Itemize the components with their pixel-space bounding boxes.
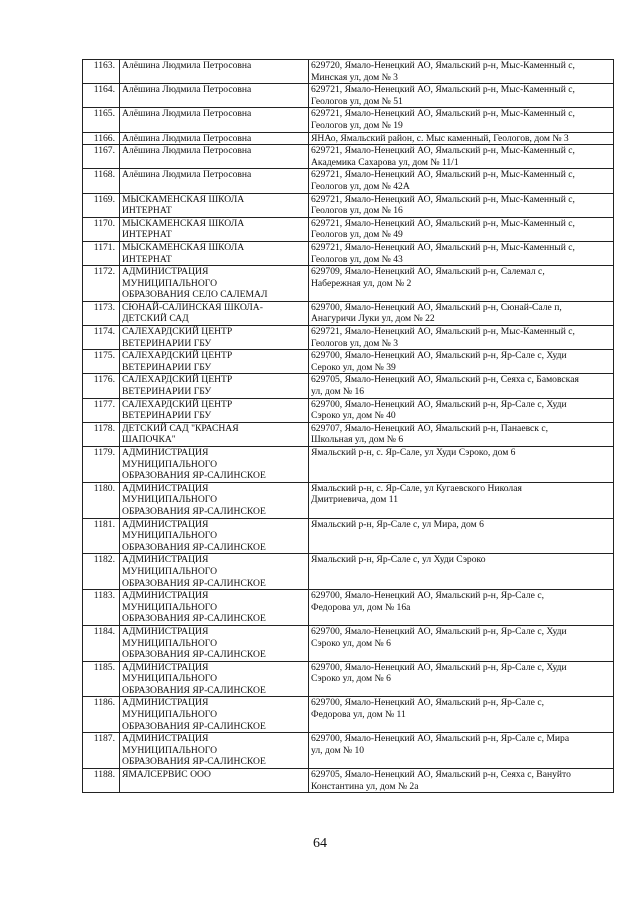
organization-name-line: САЛЕХАРДСКИЙ ЦЕНТР [122,398,233,410]
row-number: 1165. [83,108,120,132]
address-line: Минская ул, дом № 3 [311,71,398,83]
organization-name-line: Алёшина Людмила Петросовна [122,169,252,181]
address [309,60,614,84]
row-number: 1186. [83,697,120,733]
row-number: 1163. [83,60,120,84]
address-line: 629721, Ямало-Ненецкий АО, Ямальский р-н, Мыс-Каменный с, [311,217,575,229]
organization-name [120,266,309,302]
row-number: 1170. [83,217,120,241]
organization-name [120,193,309,217]
address [309,554,614,590]
organization-name-line: МУНИЦИПАЛЬНОГО [122,637,218,649]
row-number: 1174. [83,326,120,350]
table-row [83,697,614,733]
organization-name [120,590,309,626]
address-line: 629700, Ямало-Ненецкий АО, Ямальский р-н, Яр-Сале с, Худи [311,398,567,410]
row-number: 1164. [83,84,120,108]
organization-name-line: АДМИНИСТРАЦИЯ [122,482,209,494]
address-line: 629700, Ямало-Ненецкий АО, Ямальский р-н, Яр-Сале с, [311,590,544,602]
table-row [83,398,614,422]
table-row [83,769,614,793]
row-number: 1185. [83,661,120,697]
organization-name [120,518,309,554]
organization-name [120,422,309,446]
row-number: 1168. [83,169,120,193]
address-line: Федорова ул, дом № 16а [311,601,411,613]
organization-name [120,482,309,518]
row-number: 1171. [83,241,120,265]
table-row [83,169,614,193]
address [309,447,614,483]
organization-name-line: МЫСКАМЕНСКАЯ ШКОЛА [122,193,245,205]
row-number: 1178. [83,422,120,446]
organization-name-line: ИНТЕРНАТ [122,253,172,265]
organization-name-line: МУНИЦИПАЛЬНОГО [122,458,218,470]
table-row [83,518,614,554]
row-number: 1169. [83,193,120,217]
address [309,301,614,325]
address-line: Геологов ул, дом № 49 [311,229,403,241]
organization-name [120,301,309,325]
address-line: Ямальский р-н, с. Яр-Сале, ул Худи Сэроко, дом 6 [311,447,516,458]
address-line: Геологов ул, дом № 51 [311,95,403,107]
table-row [83,733,614,769]
table-row [83,447,614,483]
organization-name [120,398,309,422]
organization-name-line: Алёшина Людмила Петросовна [122,108,252,120]
row-number: 1179. [83,447,120,483]
address-line: 629721, Ямало-Ненецкий АО, Ямальский р-н, Мыс-Каменный с, [311,193,575,205]
row-number: 1175. [83,350,120,374]
organization-name-line: МЫСКАМЕНСКАЯ ШКОЛА [122,217,245,229]
organization-name [120,326,309,350]
address-line: 629721, Ямало-Ненецкий АО, Ямальский р-н, Мыс-Каменный с, [311,145,575,157]
address-line: Геологов ул, дом № 3 [311,337,399,349]
organization-name [120,132,309,145]
row-number: 1182. [83,554,120,590]
address-line: Ямальский р-н, Яр-Сале с, ул Мира, дом 6 [311,518,484,530]
table-row [83,301,614,325]
organization-name-line: Алёшина Людмила Петросовна [122,84,252,96]
address-line: Геологов ул, дом № 42А [311,180,410,192]
organization-name-line: ИНТЕРНАТ [122,205,172,217]
table-row [83,482,614,518]
address [309,145,614,169]
address [309,193,614,217]
address-line: Константина ул, дом № 2а [311,780,419,792]
organization-name [120,145,309,169]
address-line: 629721, Ямало-Ненецкий АО, Ямальский р-н, Мыс-Каменный с, [311,108,575,120]
organization-name-line: Алёшина Людмила Петросовна [122,60,252,71]
address-line: Набережная ул, дом № 2 [311,277,412,289]
organization-name-line: ОБРАЗОВАНИЯ ЯР-САЛИНСКОЕ [122,756,266,768]
organization-name-line: ОБРАЗОВАНИЯ ЯР-САЛИНСКОЕ [122,470,266,482]
row-number: 1167. [83,145,120,169]
records-table [82,59,614,793]
page-number: 64 [313,836,327,851]
address-line: Ямальский р-н, с. Яр-Сале, ул Кугаевского Николая [311,482,522,494]
address [309,590,614,626]
table-row [83,108,614,132]
row-number: 1187. [83,733,120,769]
address [309,169,614,193]
organization-name-line: Алёшина Людмила Петросовна [122,132,252,144]
table-row [83,217,614,241]
organization-name [120,697,309,733]
address [309,217,614,241]
address-line: Сэроко ул, дом № 6 [311,673,391,685]
organization-name-line: ВЕТЕРИНАРИИ ГБУ [122,361,212,373]
organization-name-line: САЛЕХАРДСКИЙ ЦЕНТР [122,326,233,338]
organization-name-line: ВЕТЕРИНАРИИ ГБУ [122,410,212,422]
address-line: 629721, Ямало-Ненецкий АО, Ямальский р-н, Мыс-Каменный с, [311,169,575,181]
address-line: 629705, Ямало-Ненецкий АО, Ямальский р-н, Сеяха с, Бамовская [311,374,579,386]
address-line: ул, дом № 16 [311,386,365,398]
organization-name-line: АДМИНИСТРАЦИЯ [122,590,209,602]
address [309,661,614,697]
address-line: Сэроко ул, дом № 40 [311,410,396,422]
organization-name-line: МУНИЦИПАЛЬНОГО [122,277,218,289]
row-number: 1173. [83,301,120,325]
organization-name-line: МУНИЦИПАЛЬНОГО [122,601,218,613]
organization-name [120,374,309,398]
address-line: 629720, Ямало-Ненецкий АО, Ямальский р-н, Мыс-Каменный с, [311,60,575,71]
organization-name [120,447,309,483]
table-row [83,326,614,350]
organization-name-line: АДМИНИСТРАЦИЯ [122,697,209,709]
row-number: 1180. [83,482,120,518]
organization-name-line: МУНИЦИПАЛЬНОГО [122,565,218,577]
address [309,697,614,733]
organization-name-line: ИНТЕРНАТ [122,229,172,241]
address-line: Дмитриевича, дом 11 [311,494,398,506]
address-line: ул, дом № 10 [311,744,365,756]
organization-name-line: ШАПОЧКА" [122,434,176,446]
table-row [83,193,614,217]
address-line: 629721, Ямало-Ненецкий АО, Ямальский р-н, Мыс-Каменный с, [311,326,575,338]
address [309,326,614,350]
organization-name [120,350,309,374]
address-line: 629700, Ямало-Ненецкий АО, Ямальский р-н, Яр-Сале с, Худи [311,350,567,362]
address-line: Анагуричи Луки ул, дом № 22 [311,313,435,325]
address [309,266,614,302]
address-line: 629700, Ямало-Ненецкий АО, Ямальский р-н, Яр-Сале с, Мира [311,733,570,745]
address-line: 629700, Ямало-Ненецкий АО, Ямальский р-н, Яр-Сале с, Худи [311,661,567,673]
row-number: 1181. [83,518,120,554]
organization-name-line: МЫСКАМЕНСКАЯ ШКОЛА [122,241,245,253]
address-line: ЯНАо, Ямальский район, с. Мыс каменный, Геологов, дом № 3 [311,132,569,144]
organization-name-line: ОБРАЗОВАНИЯ ЯР-САЛИНСКОЕ [122,613,266,625]
address [309,625,614,661]
address [309,422,614,446]
organization-name-line: ЯМАЛСЕРВИС ООО [122,769,211,781]
organization-name [120,733,309,769]
organization-name-line: АДМИНИСТРАЦИЯ [122,266,209,278]
organization-name-line: МУНИЦИПАЛЬНОГО [122,530,218,542]
table-row [83,590,614,626]
organization-name [120,169,309,193]
table-row [83,422,614,446]
organization-name [120,217,309,241]
address-line: Геологов ул, дом № 16 [311,205,403,217]
address-line: Сэроко ул, дом № 6 [311,637,391,649]
organization-name-line: АДМИНИСТРАЦИЯ [122,625,209,637]
address-line: Академика Сахарова ул, дом № 11/1 [311,156,459,168]
row-number: 1166. [83,132,120,145]
organization-name-line: МУНИЦИПАЛЬНОГО [122,673,218,685]
organization-name-line: ОБРАЗОВАНИЯ ЯР-САЛИНСКОЕ [122,684,266,696]
address-line: 629705, Ямало-Ненецкий АО, Ямальский р-н, Сеяха с, Вануйто [311,769,571,781]
organization-name [120,60,309,84]
address-line: Геологов ул, дом № 43 [311,253,403,265]
address [309,241,614,265]
organization-name-line: АДМИНИСТРАЦИЯ [122,554,209,566]
table-row [83,661,614,697]
row-number: 1188. [83,769,120,793]
records-table-body [83,60,614,793]
address-line: 629700, Ямало-Ненецкий АО, Ямальский р-н, Яр-Сале с, [311,697,544,709]
table-row [83,60,614,84]
address-line: 629709, Ямало-Ненецкий АО, Ямальский р-н, Салемал с, [311,266,545,278]
organization-name-line: СЮНАЙ-САЛИНСКАЯ ШКОЛА- [122,301,263,313]
table-row [83,132,614,145]
address-line: Федорова ул, дом № 11 [311,709,406,721]
organization-name [120,769,309,793]
row-number: 1184. [83,625,120,661]
organization-name-line: Алёшина Людмила Петросовна [122,145,252,157]
table-row [83,266,614,302]
address-line: 629700, Ямало-Ненецкий АО, Ямальский р-н, Яр-Сале с, Худи [311,625,567,637]
address [309,132,614,145]
organization-name-line: ВЕТЕРИНАРИИ ГБУ [122,386,212,398]
organization-name-line: АДМИНИСТРАЦИЯ [122,447,209,458]
organization-name-line: АДМИНИСТРАЦИЯ [122,733,209,745]
address-line: 629700, Ямало-Ненецкий АО, Ямальский р-н, Сюнай-Сале п, [311,301,562,313]
address-line: Ямальский р-н, Яр-Сале с, ул Худи Сэроко [311,554,486,566]
organization-name-line: ОБРАЗОВАНИЯ ЯР-САЛИНСКОЕ [122,720,266,732]
organization-name-line: ДЕТСКИЙ САД "КРАСНАЯ [122,422,239,434]
table-row [83,374,614,398]
address [309,518,614,554]
organization-name-line: САЛЕХАРДСКИЙ ЦЕНТР [122,374,233,386]
row-number: 1177. [83,398,120,422]
row-number: 1183. [83,590,120,626]
address-line: Школьная ул, дом № 6 [311,434,404,446]
organization-name-line: САЛЕХАРДСКИЙ ЦЕНТР [122,350,233,362]
address [309,374,614,398]
organization-name-line: ОБРАЗОВАНИЯ ЯР-САЛИНСКОЕ [122,649,266,661]
table-row [83,84,614,108]
address [309,482,614,518]
address-line: 629721, Ямало-Ненецкий АО, Ямальский р-н, Мыс-Каменный с, [311,241,575,253]
organization-name-line: МУНИЦИПАЛЬНОГО [122,494,218,506]
organization-name-line: МУНИЦИПАЛЬНОГО [122,744,218,756]
address [309,108,614,132]
address [309,84,614,108]
address-line: Геологов ул, дом № 19 [311,119,403,131]
organization-name [120,661,309,697]
table-row [83,350,614,374]
organization-name [120,84,309,108]
row-number: 1172. [83,266,120,302]
table-row [83,554,614,590]
address-line: Сероко ул, дом № 39 [311,361,396,373]
organization-name [120,108,309,132]
table-row [83,241,614,265]
organization-name-line: ОБРАЗОВАНИЯ СЕЛО САЛЕМАЛ [122,289,268,301]
organization-name-line: МУНИЦИПАЛЬНОГО [122,709,218,721]
organization-name-line: АДМИНИСТРАЦИЯ [122,661,209,673]
organization-name-line: ВЕТЕРИНАРИИ ГБУ [122,337,212,349]
organization-name [120,554,309,590]
address-line: 629707, Ямало-Ненецкий АО, Ямальский р-н, Панаевск с, [311,422,549,434]
address-line: 629721, Ямало-Ненецкий АО, Ямальский р-н, Мыс-Каменный с, [311,84,575,96]
organization-name-line: ОБРАЗОВАНИЯ ЯР-САЛИНСКОЕ [122,505,266,517]
organization-name-line: ОБРАЗОВАНИЯ ЯР-САЛИНСКОЕ [122,541,266,553]
address [309,398,614,422]
address [309,350,614,374]
organization-name-line: ОБРАЗОВАНИЯ ЯР-САЛИНСКОЕ [122,577,266,589]
organization-name [120,241,309,265]
row-number: 1176. [83,374,120,398]
organization-name [120,625,309,661]
address [309,733,614,769]
address [309,769,614,793]
organization-name-line: АДМИНИСТРАЦИЯ [122,518,209,530]
table-row [83,625,614,661]
organization-name-line: ДЕТСКИЙ САД [122,313,189,325]
table-row [83,145,614,169]
